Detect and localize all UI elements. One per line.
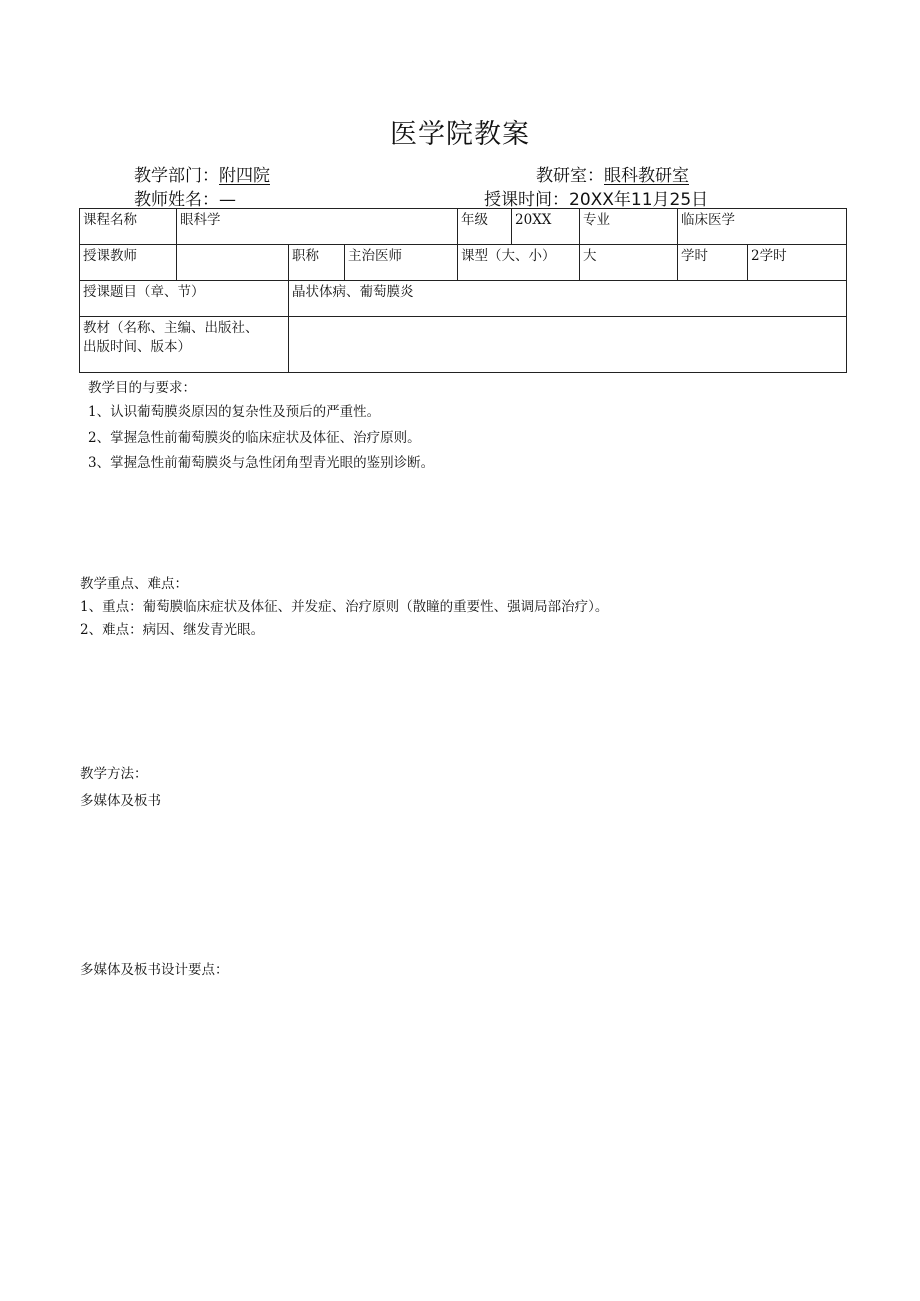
- objectives-heading: 教学目的与要求：: [88, 380, 196, 396]
- table-row: [80, 245, 847, 281]
- key-point-item: 1、重点：葡萄膜临床症状及体征、并发症、治疗原则（散瞳的重要性、强调局部治疗）。: [80, 599, 609, 615]
- office-field: [536, 161, 689, 186]
- course-name-label: 课程名称: [80, 209, 177, 245]
- textbook-label: [80, 317, 289, 373]
- table-row: [80, 209, 847, 245]
- office-label: 教研室：: [536, 166, 604, 186]
- lecture-time-field: [484, 185, 708, 210]
- grade-label: 年级: [458, 209, 512, 245]
- major-label: 专业: [580, 209, 678, 245]
- lecture-time-value: 20XX年11月25日: [569, 190, 709, 210]
- textbook-label-line1: 教材（名称、主编、出版社、: [83, 320, 259, 336]
- job-title-value: 主治医师: [345, 245, 458, 281]
- department-value: 附四院: [219, 166, 270, 186]
- lecture-time-label: 授课时间：: [484, 190, 569, 210]
- job-title-label: 职称: [289, 245, 345, 281]
- textbook-value: [289, 317, 847, 373]
- hours-value: 2学时: [748, 245, 847, 281]
- major-value: 临床医学: [678, 209, 847, 245]
- grade-value: 20XX: [512, 209, 580, 245]
- topic-label: 授课题目（章、节）: [80, 281, 289, 317]
- lecturer-value: [177, 245, 289, 281]
- class-type-value: 大: [580, 245, 678, 281]
- teacher-name-field: [134, 185, 236, 210]
- textbook-label-line2: 出版时间、版本）: [83, 339, 191, 355]
- topic-value: 晶状体病、葡萄膜炎: [289, 281, 847, 317]
- hours-label: 学时: [678, 245, 748, 281]
- page-title: 医学院教案: [390, 119, 530, 150]
- lecturer-label: 授课教师: [80, 245, 177, 281]
- course-info-table: [79, 208, 847, 373]
- key-point-item: 2、难点：病因、继发青光眼。: [80, 622, 265, 638]
- department-label: 教学部门：: [134, 166, 219, 186]
- table-row: [80, 281, 847, 317]
- course-name-value: 眼科学: [177, 209, 458, 245]
- class-type-label: 课型（大、小）: [458, 245, 580, 281]
- key-points-heading: 教学重点、难点：: [80, 576, 188, 592]
- methods-heading: 教学方法：: [80, 766, 148, 782]
- objective-item: 3、掌握急性前葡萄膜炎与急性闭角型青光眼的鉴别诊断。: [88, 455, 435, 471]
- teacher-name-value: —: [219, 190, 236, 210]
- teacher-name-label: 教师姓名：: [134, 190, 219, 210]
- table-row: [80, 317, 847, 373]
- objective-item: 2、掌握急性前葡萄膜炎的临床症状及体征、治疗原则。: [88, 430, 421, 446]
- methods-value: 多媒体及板书: [80, 793, 161, 809]
- design-heading: 多媒体及板书设计要点：: [80, 962, 229, 978]
- office-value: 眼科教研室: [604, 166, 689, 186]
- objective-item: 1、认识葡萄膜炎原因的复杂性及预后的严重性。: [88, 404, 381, 420]
- department-field: [134, 161, 270, 186]
